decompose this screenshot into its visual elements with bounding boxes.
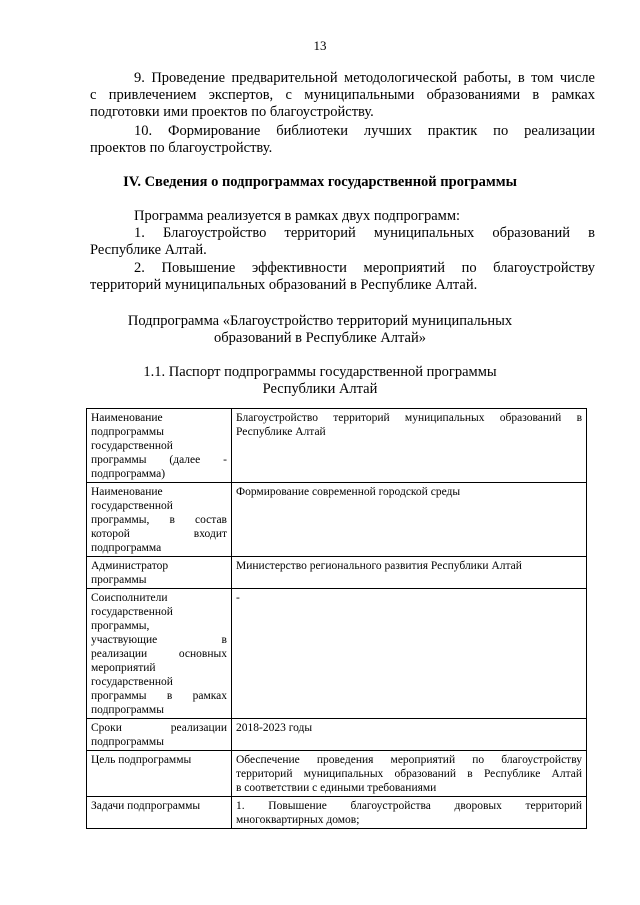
text-line: государственной — [91, 500, 173, 512]
text-line: подпрограммы — [91, 426, 164, 438]
text-line: государственной — [91, 606, 173, 618]
text-line: 10. Формирование библиотеки лучших практик по реализации — [134, 123, 595, 139]
text-line: Республики Алтай — [262, 381, 378, 397]
table-row — [87, 589, 587, 719]
row-label — [87, 557, 232, 589]
text-line: территорий муниципальных образований в Республике Алтай. — [90, 277, 478, 293]
text-line: Республике Алтай. — [90, 242, 207, 258]
text-line: государственной — [91, 440, 173, 452]
text-line: программы (далее - — [91, 454, 227, 466]
text-line: Подпрограмма «Благоустройство территорий муниципальных — [127, 313, 513, 329]
text-line: Задачи подпрограммы — [91, 800, 201, 812]
row-value — [232, 589, 587, 719]
table-row — [87, 797, 587, 829]
text-line: Наименование — [91, 486, 163, 498]
row-value — [232, 751, 587, 797]
list-item-2 — [90, 260, 595, 294]
text-line: подпрограмма — [91, 542, 162, 554]
text-line: 9. Проведение предварительной методологической работы, в том числе — [134, 70, 595, 86]
table-row — [87, 719, 587, 751]
text-line: территорий муниципальных образований в Республике Алтай — [236, 768, 582, 780]
text-line: Республике Алтай — [236, 426, 326, 438]
text-line: 1.1. Паспорт подпрограммы государственной программы — [143, 364, 497, 380]
text-line: Формирование современной городской среды — [236, 486, 461, 498]
text-line: подготовки ими проектов по благоустройству. — [90, 104, 374, 120]
text-line: Сроки реализации — [91, 722, 227, 734]
text-line: подпрограммы — [91, 704, 164, 716]
text-line: 1. Благоустройство территорий муниципальных образований в — [134, 225, 595, 241]
text-line: программы — [91, 574, 147, 586]
table-row — [87, 483, 587, 557]
text-line: 1. Повышение благоустройства дворовых территорий — [236, 800, 582, 812]
paragraph-item-9 — [90, 70, 595, 121]
text-line: образований в Республике Алтай» — [213, 330, 427, 346]
table-row — [87, 751, 587, 797]
text-line: программы в рамках — [91, 690, 227, 702]
list-item-1 — [90, 225, 595, 259]
table-row — [87, 409, 587, 483]
text-line: Обеспечение проведения мероприятий по благоустройству — [236, 754, 582, 766]
text-line: Цель подпрограммы — [91, 754, 192, 766]
row-value — [232, 409, 587, 483]
row-label — [87, 409, 232, 483]
row-value — [232, 557, 587, 589]
text-line: подпрограмма) — [91, 468, 166, 480]
text-line: в соответствии с едиными требованиями — [236, 782, 437, 794]
text-line: многоквартирных домов; — [236, 814, 360, 826]
row-label — [87, 589, 232, 719]
row-value — [232, 797, 587, 829]
table-row — [87, 557, 587, 589]
passport-title — [0, 364, 640, 398]
text-line: Наименование — [91, 412, 163, 424]
text-line: 2018-2023 годы — [236, 722, 313, 734]
passport-table — [86, 408, 587, 829]
text-line: Благоустройство территорий муниципальных образований в — [236, 412, 582, 424]
text-line: Программа реализуется в рамках двух подпрограмм: — [134, 208, 461, 224]
text-line: программы, — [91, 620, 150, 632]
row-label — [87, 719, 232, 751]
text-line: государственной — [91, 676, 173, 688]
text-line: Соисполнители — [91, 592, 168, 604]
row-label — [87, 483, 232, 557]
text-line: программы, в состав — [91, 514, 227, 526]
paragraph-item-10 — [90, 123, 595, 157]
row-value — [232, 719, 587, 751]
text-line: подпрограммы — [91, 736, 164, 748]
section-heading: IV. Сведения о подпрограммах государственной программы — [123, 174, 517, 190]
text-line: мероприятий — [91, 662, 156, 674]
row-label — [87, 751, 232, 797]
text-line: Администратор — [91, 560, 169, 572]
text-line: проектов по благоустройству. — [90, 140, 273, 156]
text-line: реализации основных — [91, 648, 227, 660]
text-line: - — [236, 592, 240, 604]
page-number: 13 — [313, 38, 327, 53]
text-line: участвующие в — [91, 634, 227, 646]
text-line: с привлечением экспертов, с муниципальными образованиями в рамках — [90, 87, 595, 103]
row-value — [232, 483, 587, 557]
text-line: Министерство регионального развития Республики Алтай — [236, 560, 522, 572]
intro-paragraph — [90, 208, 595, 225]
text-line: 2. Повышение эффективности мероприятий по благоустройству — [134, 260, 595, 276]
row-label — [87, 797, 232, 829]
text-line: которой входит — [91, 528, 227, 540]
subprogram-title — [0, 313, 640, 347]
